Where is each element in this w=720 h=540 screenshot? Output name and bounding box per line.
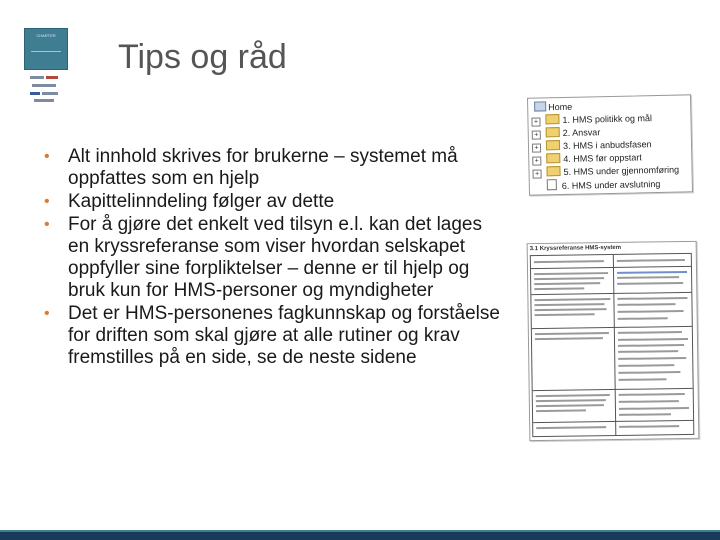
- tree-item: [533, 176, 689, 192]
- list-item: [44, 303, 504, 369]
- folder-icon: [545, 114, 559, 124]
- tree-menu-screenshot: [527, 94, 693, 195]
- expand-icon: +: [532, 169, 541, 178]
- tree-item-label: 2. Ansvar: [562, 127, 601, 138]
- logo-rule: [31, 51, 61, 52]
- bullet-text: Kapittelinndeling følger av dette: [68, 191, 335, 212]
- charter-logo: [24, 28, 68, 70]
- tree-root: [534, 101, 572, 113]
- expand-icon: +: [532, 130, 541, 139]
- tree-list: [531, 111, 689, 192]
- bullet-icon: •: [44, 148, 50, 165]
- cross-reference-document-screenshot: [527, 241, 700, 441]
- bullet-icon: •: [44, 193, 50, 210]
- sponsor-logos: [28, 74, 62, 102]
- bullet-list: [44, 146, 504, 370]
- folder-icon: [546, 127, 560, 137]
- expand-icon: +: [531, 117, 540, 126]
- expand-icon: +: [532, 143, 541, 152]
- expand-icon: +: [532, 156, 541, 165]
- doc-table: [530, 253, 695, 437]
- tree-item-label: 6. HMS under avslutning: [561, 178, 661, 192]
- bullet-icon: •: [44, 216, 50, 233]
- bullet-text: Det er HMS-personenes fagkunnskap og forståelse for driften som skal gjøre at alle rutiner og krav fremstilles på en side, se de neste sidene: [68, 303, 500, 368]
- footer-bar: [0, 530, 720, 540]
- tree-item-label: 1. HMS politikk og mål: [562, 113, 653, 125]
- tree-item-label: 4. HMS før oppstart: [563, 152, 642, 164]
- list-item: [44, 146, 504, 190]
- list-item: [44, 214, 504, 302]
- tree-item-label: 5. HMS under gjennomføring: [563, 164, 680, 177]
- bullet-icon: •: [44, 305, 50, 322]
- folder-icon: [546, 153, 560, 163]
- folder-icon: [546, 140, 560, 150]
- bullet-text: Alt innhold skrives for brukerne – systemet må oppfattes som en hjelp: [68, 146, 458, 189]
- home-icon: [534, 101, 546, 111]
- bullet-text: For å gjøre det enkelt ved tilsyn e.l. kan det lages en kryssreferanse som viser hvordan selskapet oppfyller sine forpliktelser – denne er til hjelp og bruk kun for HMS-personer og myndigheter: [68, 214, 482, 301]
- logo-text: CHARTER: [36, 33, 56, 38]
- folder-icon: [546, 166, 560, 176]
- page-title: Tips og råd: [118, 38, 287, 76]
- doc-header: 3.1 Kryssreferanse HMS-system: [529, 244, 622, 253]
- list-item: [44, 191, 504, 213]
- page-icon: [547, 179, 557, 190]
- tree-root-label: Home: [548, 101, 573, 113]
- tree-item-label: 3. HMS i anbudsfasen: [562, 139, 652, 151]
